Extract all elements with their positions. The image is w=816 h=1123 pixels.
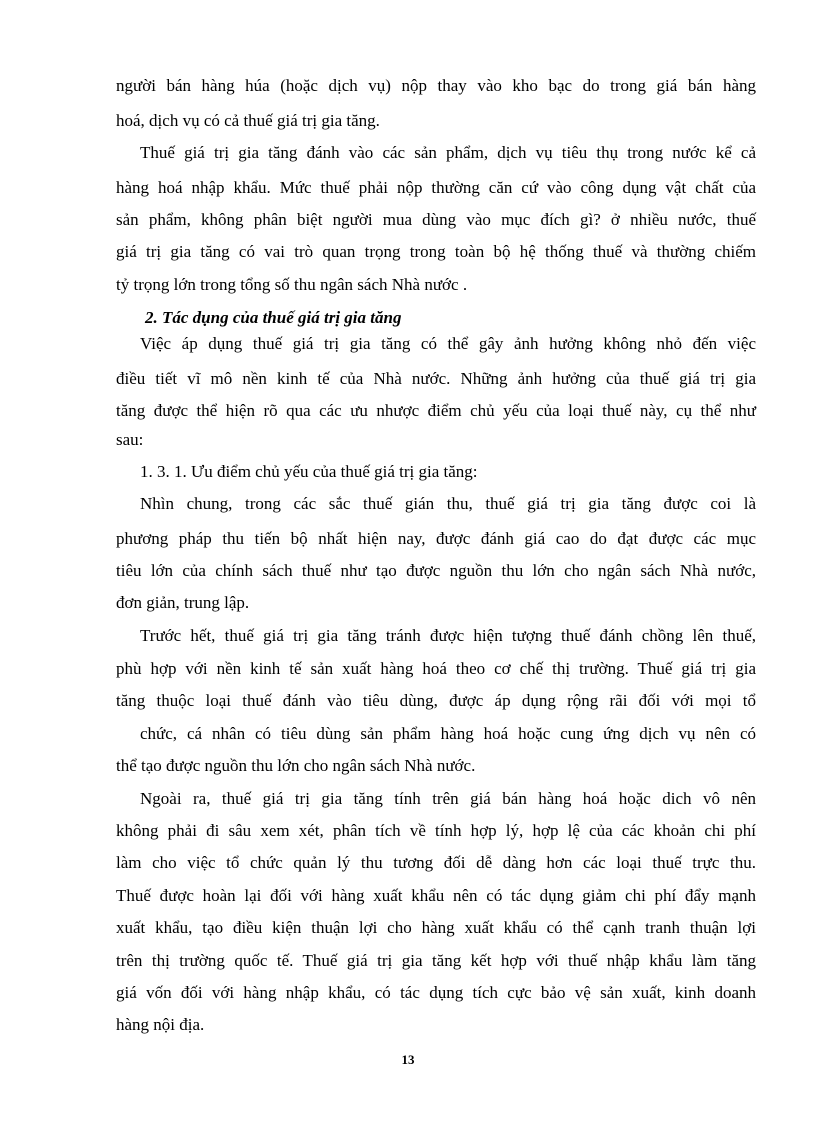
paragraph-line: trên thị trường quốc tế. Thuế giá trị gia tăng kết hợp với thuế nhập khẩu làm tăng <box>116 951 756 970</box>
paragraph-line: Việc áp dụng thuế giá trị gia tăng có thể gây ảnh hưởng không nhỏ đến việc <box>140 334 756 353</box>
paragraph-line: sản phẩm, không phân biệt người mua dùng vào mục đích gì? ở nhiều nước, thuế <box>116 210 756 229</box>
paragraph-line: sau: <box>116 430 144 449</box>
paragraph-line: làm cho việc tổ chức quản lý thu tương đối dễ dàng hơn các loại thuế trực thu. <box>116 853 756 872</box>
paragraph-line: hàng hoá nhập khẩu. Mức thuế phải nộp thường căn cứ vào công dụng vật chất của <box>116 178 756 197</box>
paragraph-line: tiêu lớn của chính sách thuế như tạo được nguồn thu lớn cho ngân sách Nhà nước, <box>116 561 756 580</box>
section-heading: 2. Tác dụng của thuế giá trị gia tăng <box>145 308 402 327</box>
subsection-heading: 1. 3. 1. Ưu điểm chủ yếu của thuế giá trị gia tăng: <box>140 462 478 481</box>
paragraph-line: giá trị gia tăng có vai trò quan trọng trong toàn bộ hệ thống thuế và thường chiếm <box>116 242 756 261</box>
paragraph-line: Thuế được hoàn lại đối với hàng xuất khẩu nên có tác dụng giảm chi phí đẩy mạnh <box>116 886 756 905</box>
paragraph-line: tăng được thể hiện rõ qua các ưu nhược điểm chủ yếu của loại thuế này, cụ thể như <box>116 401 756 420</box>
paragraph-line: phù hợp với nền kinh tế sản xuất hàng hoá theo cơ chế thị trường. Thuế giá trị gia <box>116 659 756 678</box>
paragraph-line: thể tạo được nguồn thu lớn cho ngân sách Nhà nước. <box>116 756 476 775</box>
paragraph-line: người bán hàng húa (hoặc dịch vụ) nộp thay vào kho bạc do trong giá bán hàng <box>116 76 756 95</box>
paragraph-line: Nhìn chung, trong các sắc thuế gián thu, thuế giá trị gia tăng được coi là <box>140 494 756 513</box>
paragraph-line: tỷ trọng lớn trong tổng số thu ngân sách Nhà nước . <box>116 275 468 294</box>
paragraph-line: phương pháp thu tiến bộ nhất hiện nay, được đánh giá cao do đạt được các mục <box>116 529 756 548</box>
paragraph-line: tăng thuộc loại thuế đánh vào tiêu dùng, được áp dụng rộng rãi đối với mọi tổ <box>116 691 756 710</box>
paragraph-line: điều tiết vĩ mô nền kinh tế của Nhà nước. Những ảnh hưởng của thuế giá trị gia <box>116 369 756 388</box>
paragraph-line: Ngoài ra, thuế giá trị gia tăng tính trên giá bán hàng hoá hoặc dich vô nên <box>140 789 756 808</box>
paragraph-line: Thuế giá trị gia tăng đánh vào các sản phẩm, dịch vụ tiêu thụ trong nước kể cả <box>140 143 756 162</box>
paragraph-line: hoá, dịch vụ có cả thuế giá trị gia tăng. <box>116 111 380 130</box>
page-number: 13 <box>401 1052 415 1067</box>
paragraph-line: đơn giản, trung lập. <box>116 593 250 612</box>
paragraph-line: hàng nội địa. <box>116 1015 205 1034</box>
paragraph-line: xuất khẩu, tạo điều kiện thuận lợi cho hàng xuất khẩu có thể cạnh tranh thuận lợi <box>116 918 756 937</box>
paragraph-line: không phải đi sâu xem xét, phân tích về tính hợp lý, hợp lệ của các khoản chi phí <box>116 821 756 840</box>
paragraph-line: Trước hết, thuế giá trị gia tăng tránh được hiện tượng thuế đánh chồng lên thuế, <box>140 626 756 645</box>
paragraph-line: chức, cá nhân có tiêu dùng sản phẩm hàng hoá hoặc cung ứng dịch vụ nên có <box>140 724 756 743</box>
paragraph-line: giá vốn đối với hàng nhập khẩu, có tác dụng tích cực bảo vệ sản xuất, kinh doanh <box>116 983 756 1002</box>
